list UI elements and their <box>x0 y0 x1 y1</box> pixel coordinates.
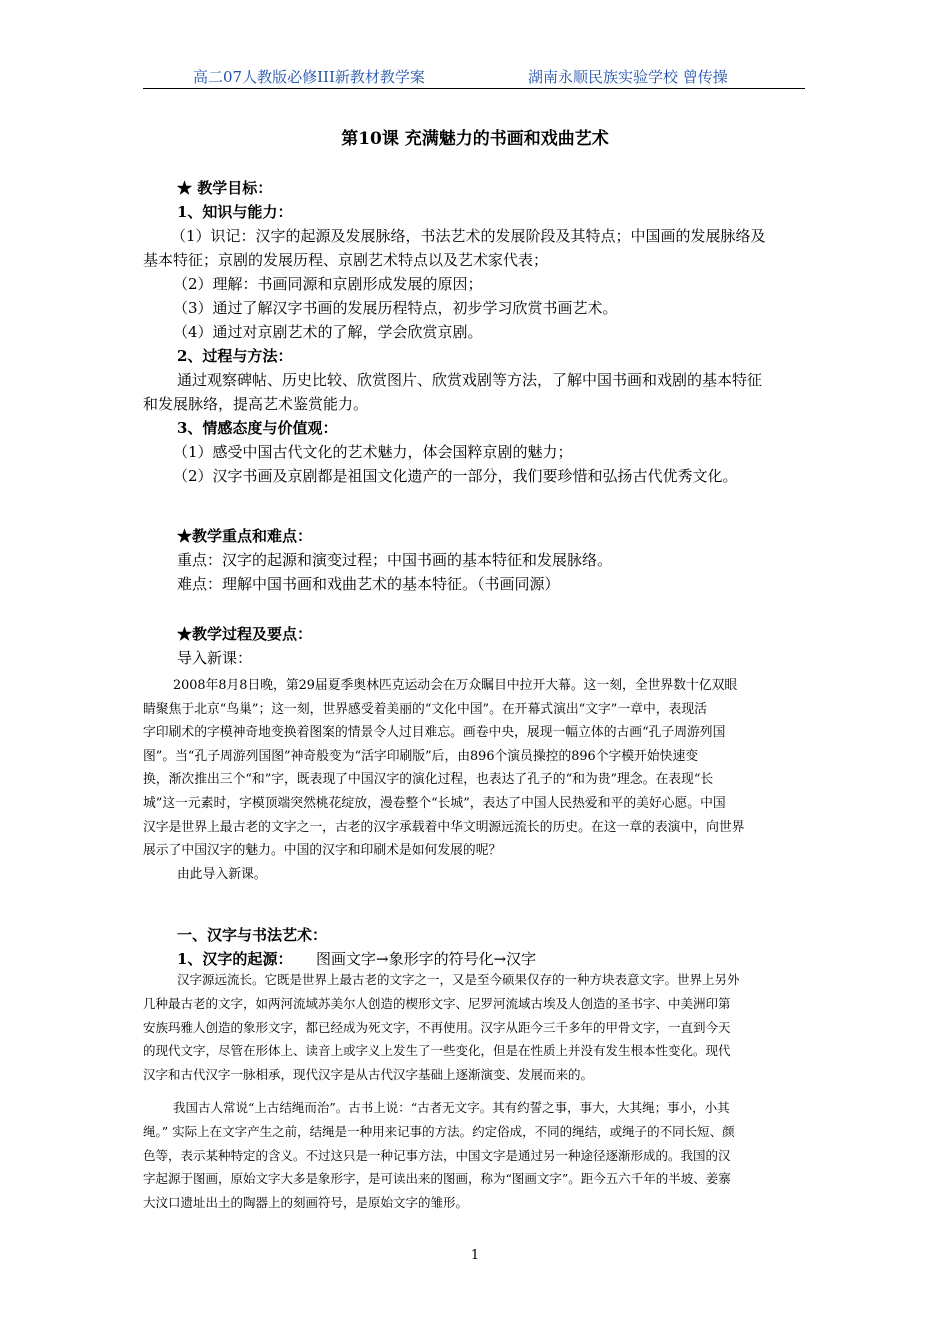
header-left: 高二07人教版必修III新教材教学案 <box>193 68 425 86</box>
origin-heading: 1、汉字的起源： <box>177 950 293 968</box>
section-heading: 一、汉字与书法艺术： <box>177 926 328 944</box>
knowledge-line: （4）通过对京剧艺术的了解，学会欣赏京剧。 <box>173 323 483 341</box>
intro-line: 汉字是世界上最古老的文字之一，古老的汉字承载着中华文明源远流长的历史。在这一章的表演中，向世界 <box>143 819 745 835</box>
knowledge-line: （1）识记：汉字的起源及发展脉络，书法艺术的发展阶段及其特点；中国画的发展脉络及 <box>171 227 766 245</box>
emotion-heading: 3、情感态度与价值观： <box>177 419 338 437</box>
intro-paragraph <box>143 674 808 886</box>
paragraph-line: 汉字和古代汉字一脉相承，现代汉字是从古代汉字基础上逐渐演变、发展而来的。 <box>143 1067 594 1083</box>
page-header <box>143 66 805 89</box>
knowledge-line: （2）理解：书画同源和京剧形成发展的原因； <box>173 275 483 293</box>
paragraph-line: 我国古人常说“上古结绳而治”。古书上说：“古者无文字。其有约誓之事，事大，大其绳；事小，小其 <box>173 1100 730 1115</box>
knowledge-line: （3）通过了解汉字书画的发展历程特点，初步学习欣赏书画艺术。 <box>173 299 618 317</box>
intro-line: 图”。当“孔子周游列国图”神奇般变为“活字印刷版”后，由896个演员操控的896个字模开始快速变 <box>143 748 699 764</box>
origin-paragraph-1 <box>143 968 808 1087</box>
intro-end: 由此导入新课。 <box>177 866 267 882</box>
paragraph-line: 汉字源远流长。它既是世界上最古老的文字之一，又是至今硕果仅存的一种方块表意文字。世界上另外 <box>177 972 740 987</box>
focus-line: 重点：汉字的起源和演变过程；中国书画的基本特征和发展脉络。 <box>177 551 613 569</box>
page-number: 1 <box>470 1248 480 1263</box>
intro-label: 导入新课： <box>177 649 253 667</box>
intro-line: 展示了中国汉字的魅力。中国的汉字和印刷术是如何发展的呢？ <box>143 843 502 859</box>
difficulty-line: 难点：理解中国书画和戏曲艺术的基本特征。（书画同源） <box>177 575 560 593</box>
origin-summary: 图画文字→象形字的符号化→汉字 <box>316 950 537 968</box>
process-section <box>143 622 808 670</box>
intro-line: 睛聚焦于北京“鸟巢”；这一刻，世界感受着美丽的“文化中国”。在开幕式演出“文字”一章中，表现活 <box>143 701 707 717</box>
key-points-heading: ★教学重点和难点： <box>177 527 313 545</box>
intro-line: 2008年8月8日晚，第29届夏季奥林匹克运动会在万众瞩目中拉开大幕。这一刻，全世界数十亿双眼 <box>173 678 738 693</box>
process-heading: ★教学过程及要点： <box>177 625 313 643</box>
emotion-line: （1）感受中国古代文化的艺术魅力，体会国粹京剧的魅力； <box>173 443 573 461</box>
knowledge-heading: 1、知识与能力： <box>177 203 293 221</box>
process-method-line: 通过观察碑帖、历史比较、欣赏图片、欣赏戏剧等方法，了解中国书画和戏剧的基本特征 <box>177 371 763 389</box>
origin-paragraph-2 <box>143 1096 808 1215</box>
paragraph-line: 色等，表示某种特定的含义。不过这只是一种记事方法，中国文字是通过另一种途径逐渐形成的。我国的汉 <box>143 1147 731 1163</box>
section-hanzi <box>143 923 808 971</box>
paragraph-line: 的现代文字，尽管在形体上、读音上或字义上发生了一些变化，但是在性质上并没有发生根本性变化。现代 <box>143 1043 731 1059</box>
intro-line: 字印刷术的字模神奇地变换着图案的情景令人过目难忘。画卷中央，展现一幅立体的古画“孔子周游列国 <box>143 725 726 741</box>
paragraph-line: 安族玛雅人创造的象形文字，都已经成为死文字，不再使用。汉字从距今三千多年的甲骨文字，一直到今天 <box>143 1019 731 1035</box>
lesson-title: 第10课 充满魅力的书画和戏曲艺术 <box>341 129 609 149</box>
intro-line: 城”这一元素时，字模顶端突然桃花绽放，漫卷整个“长城”，表达了中国人民热爱和平的美好心愿。中国 <box>143 795 726 811</box>
key-points-section <box>143 524 808 596</box>
intro-line: 换，渐次推出三个“和”字，既表现了中国汉字的演化过程，也表达了孔子的“和为贵”理念。在表现“长 <box>143 772 714 788</box>
process-method-line: 和发展脉络，提高艺术鉴赏能力。 <box>143 395 369 413</box>
knowledge-line: 基本特征；京剧的发展历程、京剧艺术特点以及艺术家代表； <box>143 251 549 269</box>
paragraph-line: 几种最古老的文字，如两河流域苏美尔人创造的楔形文字、尼罗河流域古埃及人创造的圣书字、中美洲印第 <box>143 995 731 1011</box>
paragraph-line: 字起源于图画，原始文字大多是象形字，是可读出来的图画，称为“图画文字”。距今五六千年的半坡、姜寨 <box>143 1171 731 1187</box>
emotion-line: （2）汉字书画及京剧都是祖国文化遗产的一部分，我们要珍惜和弘扬古代优秀文化。 <box>173 467 738 485</box>
paragraph-line: 大汶口遗址出土的陶器上的刻画符号，是原始文字的雏形。 <box>143 1195 469 1211</box>
objectives-section <box>143 176 808 488</box>
paragraph-line: 绳。” 实际上在文字产生之前，结绳是一种用来记事的方法。约定俗成，不同的绳结，或绳子的不同长短、颜 <box>143 1123 735 1139</box>
process-method-heading: 2、过程与方法： <box>177 347 293 365</box>
objectives-heading: ★ 教学目标： <box>177 179 273 197</box>
header-right: 湖南永顺民族实验学校 曾传操 <box>528 68 728 86</box>
